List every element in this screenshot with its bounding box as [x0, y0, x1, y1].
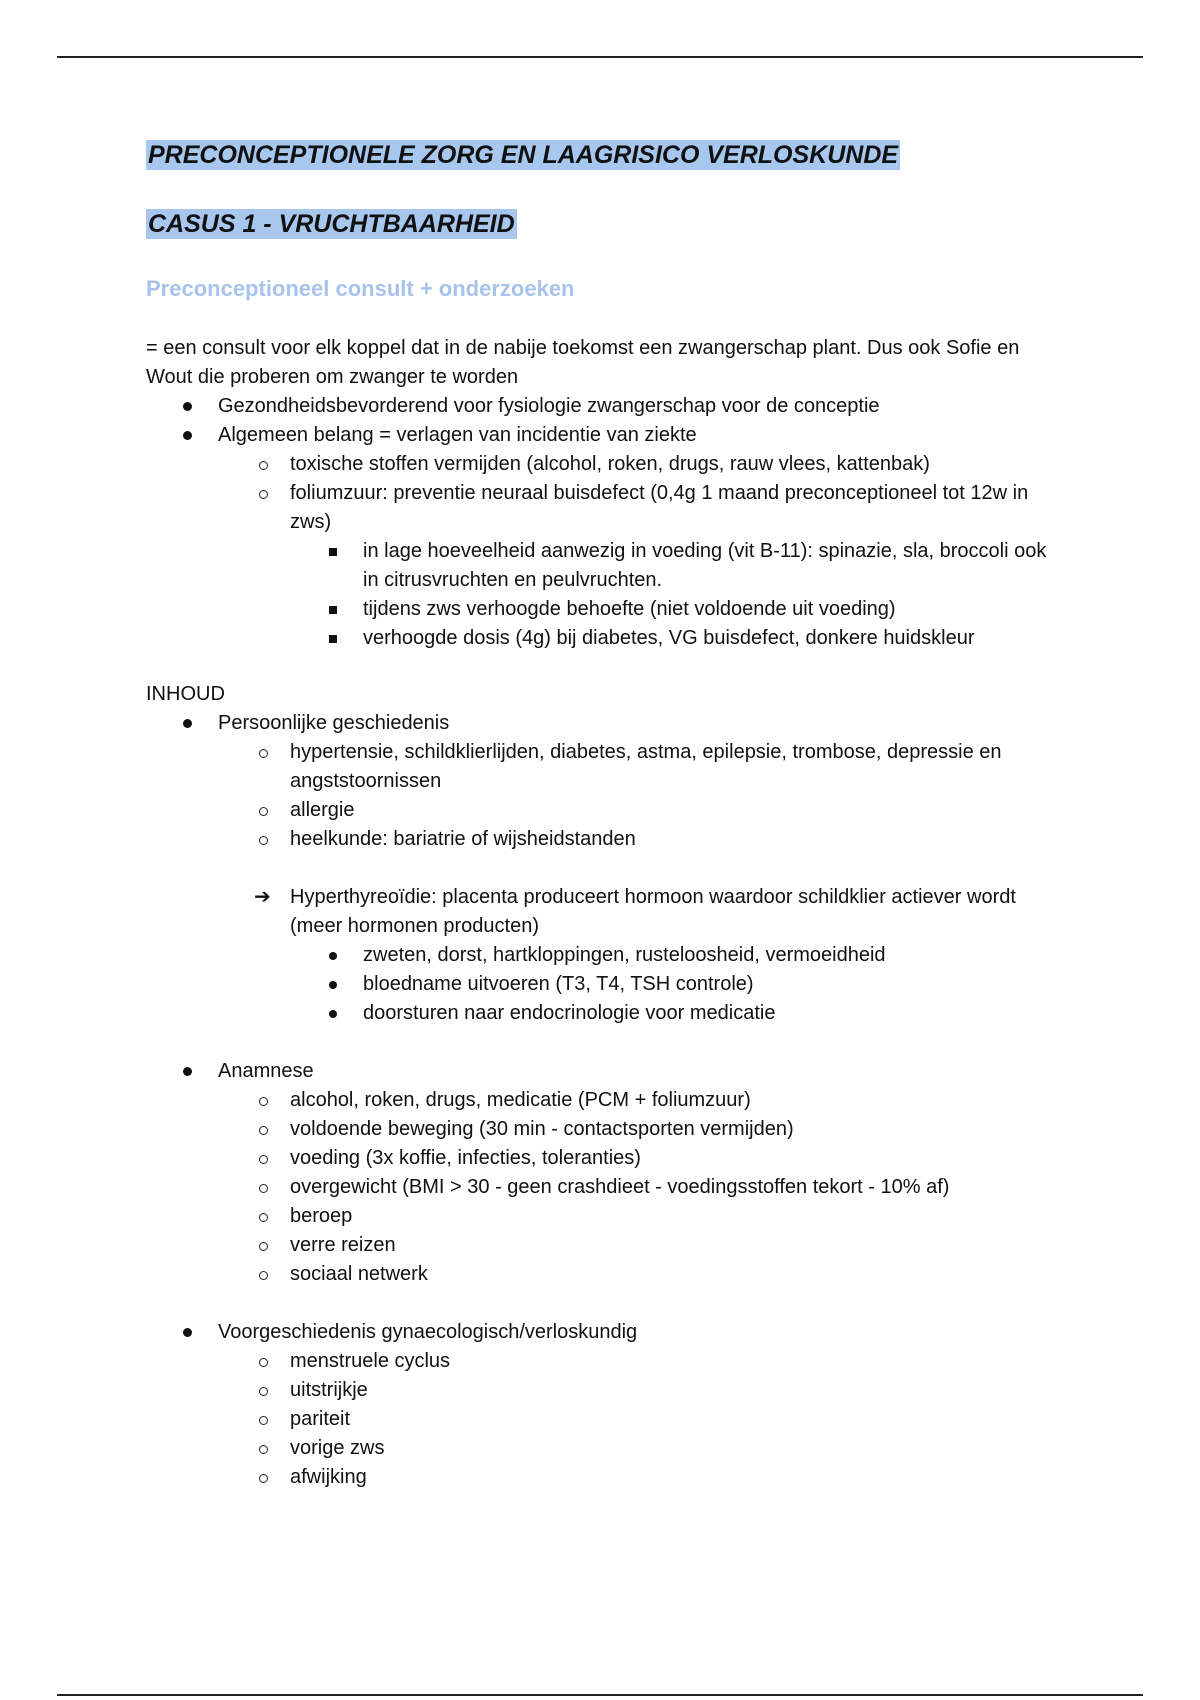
bullet-icon — [183, 719, 192, 728]
circle-bullet-icon — [259, 461, 268, 470]
footer-rule — [57, 1694, 1143, 1696]
list-item: voeding (3x koffie, infecties, toleranties) — [290, 1144, 1066, 1173]
square-bullet-icon — [329, 548, 337, 556]
list-item-persoonlijk: Persoonlijke geschiedenis hypertensie, schildklierlijden, diabetes, astma, epilepsie, trombose, depressie en angststoornissen allergie heelkunde: bariatrie of wijsheidstanden ➔ Hyperthyreoïdie: placenta produceert hormoon waardoor schildklier actiever wordt (meer hormonen producten) zweten, dorst, hartkloppingen, rusteloosheid, vermoeidheid bloedname uitvoeren (T3, T4, TSH controle) doorsturen naar endocrinologie voor medicatie — [146, 709, 1066, 1057]
list-item: Algemeen belang = verlagen van incidentie van ziekte toxische stoffen vermijden (alcohol, roken, drugs, rauw vlees, kattenbak) foliumzuur: preventie neuraal buisdefect (0,4g 1 maand preconceptioneel tot 12w in zws) in lage hoeveelheid aanwezig in voeding (vit B-11): spinazie, sla, broccoli ook in citrusvruchten en peulvruchten. tijdens zws verhoogde behoefte (niet voldoende uit voeding) verhoogde dosis (4g) bij diabetes, VG buisdefect, donkere huidskleur — [146, 421, 1066, 653]
bullet-icon — [183, 402, 192, 411]
list-item: verhoogde dosis (4g) bij diabetes, VG buisdefect, donkere huidskleur — [363, 624, 1066, 653]
bullet-icon — [183, 1328, 192, 1337]
list-item: allergie — [290, 796, 1066, 825]
hyperthyreoidie-sublist — [363, 941, 1066, 1028]
bullet-icon — [329, 952, 337, 960]
bullet-icon — [183, 431, 192, 440]
belang-sublist — [290, 450, 1066, 653]
circle-bullet-icon — [259, 1213, 268, 1222]
list-item: afwijking — [290, 1463, 1066, 1492]
list-item-voorgeschiedenis: Voorgeschiedenis gynaecologisch/verloskundig menstruele cyclus uitstrijkje pariteit vorige zws afwijking — [146, 1318, 1066, 1492]
circle-bullet-icon — [259, 1271, 268, 1280]
list-item: hypertensie, schildklierlijden, diabetes, astma, epilepsie, trombose, depressie en angststoornissen — [290, 738, 1066, 796]
persoonlijk-sublist — [290, 738, 1066, 854]
circle-bullet-icon — [259, 1097, 268, 1106]
circle-bullet-icon — [259, 1184, 268, 1193]
intro-paragraph: = een consult voor elk koppel dat in de nabije toekomst een zwangerschap plant. Dus ook Sofie en Wout die proberen om zwanger te worden — [146, 337, 1020, 388]
bullet-icon — [329, 981, 337, 989]
section-heading: Preconceptioneel consult + onderzoeken — [146, 276, 575, 301]
list-item: ➔ Hyperthyreoïdie: placenta produceert hormoon waardoor schildklier actiever wordt (meer hormonen producten) zweten, dorst, hartkloppingen, rusteloosheid, vermoeidheid bloedname uitvoeren (T3, T4, TSH controle) doorsturen naar endocrinologie voor medicatie — [290, 883, 1066, 1028]
list-item: Gezondheidsbevorderend voor fysiologie zwangerschap voor de conceptie — [146, 392, 1066, 421]
intro-list — [146, 392, 1066, 653]
list-item: beroep — [290, 1202, 1066, 1231]
circle-bullet-icon — [259, 490, 268, 499]
circle-bullet-icon — [259, 807, 268, 816]
inhoud-label: INHOUD — [146, 683, 225, 705]
circle-bullet-icon — [259, 1416, 268, 1425]
list-item: uitstrijkje — [290, 1376, 1066, 1405]
list-item: heelkunde: bariatrie of wijsheidstanden — [290, 825, 1066, 854]
hyperthyreoidie-block — [254, 883, 1066, 1028]
circle-bullet-icon — [259, 836, 268, 845]
foliumzuur-sublist — [363, 537, 1066, 653]
list-item: doorsturen naar endocrinologie voor medicatie — [363, 999, 1066, 1028]
header-rule — [57, 56, 1143, 58]
list-item: sociaal netwerk — [290, 1260, 1066, 1289]
list-item: foliumzuur: preventie neuraal buisdefect (0,4g 1 maand preconceptioneel tot 12w in zws) in lage hoeveelheid aanwezig in voeding (vit B-11): spinazie, sla, broccoli ook in citrusvruchten en peulvruchten. tijdens zws verhoogde behoefte (niet voldoende uit voeding) verhoogde dosis (4g) bij diabetes, VG buisdefect, donkere huidskleur — [290, 479, 1066, 653]
list-item: bloedname uitvoeren (T3, T4, TSH controle) — [363, 970, 1066, 999]
bullet-icon — [183, 1067, 192, 1076]
document-title: PRECONCEPTIONELE ZORG EN LAAGRISICO VERLOSKUNDE — [148, 141, 899, 169]
circle-bullet-icon — [259, 1155, 268, 1164]
document-body — [146, 138, 1066, 1492]
list-item: verre reizen — [290, 1231, 1066, 1260]
case-title: CASUS 1 - VRUCHTBAARHEID — [148, 210, 515, 238]
list-item: menstruele cyclus — [290, 1347, 1066, 1376]
square-bullet-icon — [329, 635, 337, 643]
list-item: voldoende beweging (30 min - contactsporten vermijden) — [290, 1115, 1066, 1144]
circle-bullet-icon — [259, 1474, 268, 1483]
list-item: tijdens zws verhoogde behoefte (niet voldoende uit voeding) — [363, 595, 1066, 624]
circle-bullet-icon — [259, 1126, 268, 1135]
list-item: pariteit — [290, 1405, 1066, 1434]
list-item: zweten, dorst, hartkloppingen, rusteloosheid, vermoeidheid — [363, 941, 1066, 970]
bullet-icon — [329, 1010, 337, 1018]
circle-bullet-icon — [259, 1358, 268, 1367]
circle-bullet-icon — [259, 749, 268, 758]
list-item: alcohol, roken, drugs, medicatie (PCM + foliumzuur) — [290, 1086, 1066, 1115]
voorgeschiedenis-sublist — [290, 1347, 1066, 1492]
list-item: overgewicht (BMI > 30 - geen crashdieet - voedingsstoffen tekort - 10% af) — [290, 1173, 1066, 1202]
list-item-anamnese: Anamnese alcohol, roken, drugs, medicatie (PCM + foliumzuur) voldoende beweging (30 min - contactsporten vermijden) voeding (3x koffie, infecties, toleranties) overgewicht (BMI > 30 - geen crashdieet - voedingsstoffen tekort - 10% af) beroep verre reizen sociaal netwerk — [146, 1057, 1066, 1318]
circle-bullet-icon — [259, 1242, 268, 1251]
inhoud-list — [146, 709, 1066, 1492]
circle-bullet-icon — [259, 1445, 268, 1454]
arrow-right-icon: ➔ — [254, 886, 271, 908]
list-item: vorige zws — [290, 1434, 1066, 1463]
circle-bullet-icon — [259, 1387, 268, 1396]
square-bullet-icon — [329, 606, 337, 614]
list-item: in lage hoeveelheid aanwezig in voeding (vit B-11): spinazie, sla, broccoli ook in citrusvruchten en peulvruchten. — [363, 537, 1066, 595]
list-item: toxische stoffen vermijden (alcohol, roken, drugs, rauw vlees, kattenbak) — [290, 450, 1066, 479]
anamnese-sublist — [290, 1086, 1066, 1289]
